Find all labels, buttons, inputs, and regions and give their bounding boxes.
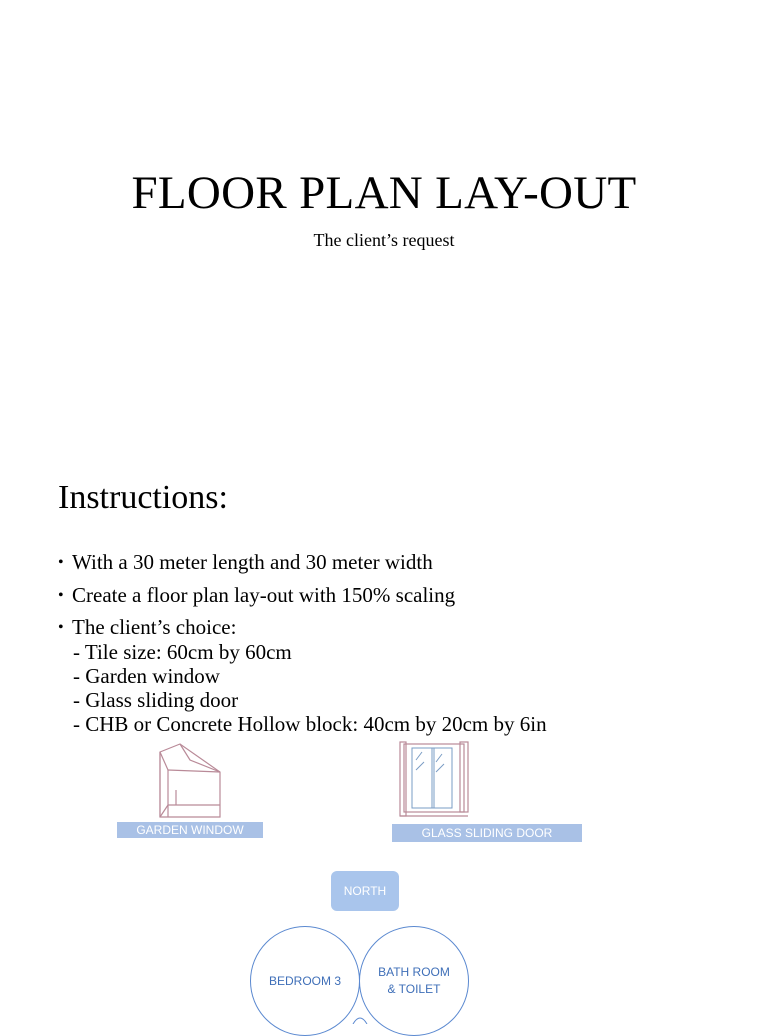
room-bedroom-3	[250, 926, 360, 1036]
garden-window-label: GARDEN WINDOW	[117, 822, 263, 838]
bullet-item	[58, 615, 236, 640]
page-title: FLOOR PLAN LAY-OUT	[131, 167, 637, 219]
choice-item: - Glass sliding door	[73, 688, 239, 712]
bullet-item	[58, 583, 455, 608]
room-bathroom-toilet	[359, 926, 469, 1036]
bullet-text: With a 30 meter length and 30 meter width	[72, 550, 433, 574]
choice-item: - Tile size: 60cm by 60cm	[73, 640, 292, 664]
bullet-item	[58, 550, 433, 575]
instructions-heading: Instructions:	[58, 479, 228, 516]
choice-item: - Garden window	[73, 664, 220, 688]
bullet-dot: •	[58, 587, 64, 604]
north-box: NORTH	[331, 871, 399, 911]
glass-sliding-door-label: GLASS SLIDING DOOR	[392, 824, 582, 842]
bullet-dot: •	[58, 619, 64, 636]
page-subtitle: The client’s request	[313, 230, 455, 250]
room-label: BATH ROOM & TOILET	[378, 965, 450, 996]
bullet-text: Create a floor plan lay-out with 150% scaling	[72, 583, 456, 607]
room-label: BEDROOM 3	[268, 973, 341, 988]
bullet-text: The client’s choice:	[72, 615, 237, 639]
connector-shape	[350, 1014, 370, 1024]
garden-window-illustration	[150, 742, 230, 822]
glass-sliding-door-illustration	[398, 740, 474, 824]
choice-item: - CHB or Concrete Hollow block: 40cm by 20cm by 6in	[73, 712, 547, 736]
bullet-dot: •	[58, 554, 64, 571]
